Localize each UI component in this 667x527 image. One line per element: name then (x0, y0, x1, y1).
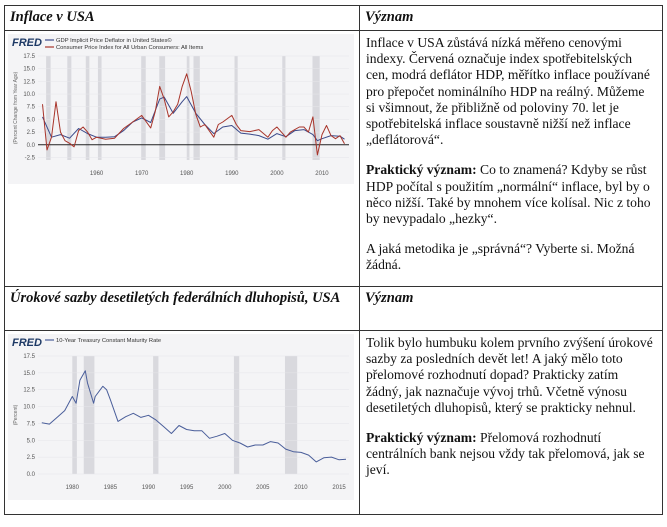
inflation-chart (8, 34, 354, 184)
fred-logo: FRED (12, 37, 42, 49)
document (4, 5, 662, 521)
y-tick-label: 15.0 (23, 370, 35, 377)
x-tick-label: 1980 (65, 485, 79, 491)
section-title-treasury: Úrokové sazby desetiletých federálních dluhopisů, USA (5, 287, 360, 331)
x-tick-label: 1985 (103, 485, 118, 491)
inflation-meaning-text (360, 31, 663, 287)
chart-background (8, 34, 354, 184)
chart-background (8, 334, 354, 500)
content-table (4, 5, 663, 515)
y-tick-label: 12.5 (23, 387, 35, 394)
y-tick-label: 17.5 (23, 54, 35, 60)
y-tick-label: 7.5 (26, 104, 35, 111)
y-tick-label: 17.5 (23, 354, 35, 360)
meaning-header-inflation: Význam (360, 6, 663, 31)
treasury-paragraph-2: Praktický význam: Přelomová rozhodnutí centrálních bank nejsou vždy tak přelomová, jak se jeví. (366, 430, 645, 478)
recession-band (72, 356, 77, 474)
x-tick-label: 1980 (180, 171, 194, 177)
inflation-paragraph-3: A jaká metodika je „správná“? Vyberte si. Možná žádná. (366, 241, 635, 273)
y-tick-label: 10.0 (23, 404, 35, 411)
y-tick-label: 0.0 (26, 472, 35, 478)
treasury-paragraph-1: Tolik bylo humbuku kolem prvního zvýšení úrokové sazby za posledních devět let! A jaký mělo toto přelomové rozhodnutí dopad? Prakticky zatím žádný, jak naznačuje vývoj trhů. Včetně výnosu desetiletých dluhopisů, který se prakticky nehnul. (366, 335, 653, 415)
y-tick-label: 2.5 (26, 130, 35, 137)
y-tick-label: 5.0 (26, 117, 35, 124)
fred-logo: FRED (12, 337, 42, 349)
y-axis-label: (Percent Change from Year Ago) (13, 71, 19, 145)
x-tick-label: 2000 (270, 171, 284, 177)
legend-entry: GDP Implicit Price Deflator in United States© (56, 38, 172, 44)
y-tick-label: 12.5 (23, 79, 35, 86)
treasury-meaning-text (360, 331, 663, 515)
x-tick-label: 2000 (218, 485, 232, 491)
meaning-header-treasury: Význam (360, 287, 663, 331)
x-tick-label: 1990 (225, 171, 239, 177)
x-tick-label: 2015 (332, 485, 346, 491)
y-axis-label: (Percent) (13, 404, 19, 426)
recession-band (234, 356, 239, 474)
legend-entry: 10-Year Treasury Constant Maturity Rate (56, 338, 162, 344)
x-tick-label: 1990 (141, 485, 156, 491)
y-tick-label: 15.0 (23, 66, 35, 73)
x-tick-label: 2005 (256, 485, 270, 491)
y-tick-label: 2.5 (26, 455, 35, 462)
x-tick-label: 1970 (134, 171, 149, 177)
x-tick-label: 1995 (179, 485, 194, 491)
x-tick-label: 2010 (315, 171, 329, 177)
recession-band (285, 356, 297, 474)
treasury-chart-cell (5, 331, 360, 515)
inflation-paragraph-1: Inflace v USA zůstává nízká měřeno cenovými indexy. Červená označuje index spotřebitelských cen, modrá deflátor HDP, měřítko inflace používané pro přepočet nominálního HDP na reálný. Můžeme si všimnout, že přibližně od poloviny 70. let je spotřebitelská inflace soustavně nižší než inflace „deflátorová“. (366, 35, 650, 148)
treasury-chart (8, 334, 354, 500)
y-tick-label: 5.0 (26, 438, 35, 445)
recession-band (153, 356, 158, 474)
y-tick-label: 0.0 (26, 142, 35, 149)
inflation-chart-cell (5, 31, 360, 287)
y-tick-label: 7.5 (26, 421, 35, 428)
y-tick-label: -2.5 (24, 155, 35, 162)
section-title-inflation: Inflace v USA (5, 6, 360, 31)
legend-entry: Consumer Price Index for All Urban Consumers: All Items (56, 45, 204, 51)
y-tick-label: 10.0 (23, 92, 35, 99)
x-tick-label: 2010 (294, 485, 308, 491)
inflation-paragraph-2: Praktický význam: Co to znamená? Kdyby se růst HDP počítal s použitím „normální“ inflace, byl by o něco nižší. Také by mnohem více kolísal. Nic z toho by nevypadalo „hezky“. (366, 162, 651, 227)
x-tick-label: 1960 (89, 171, 104, 177)
